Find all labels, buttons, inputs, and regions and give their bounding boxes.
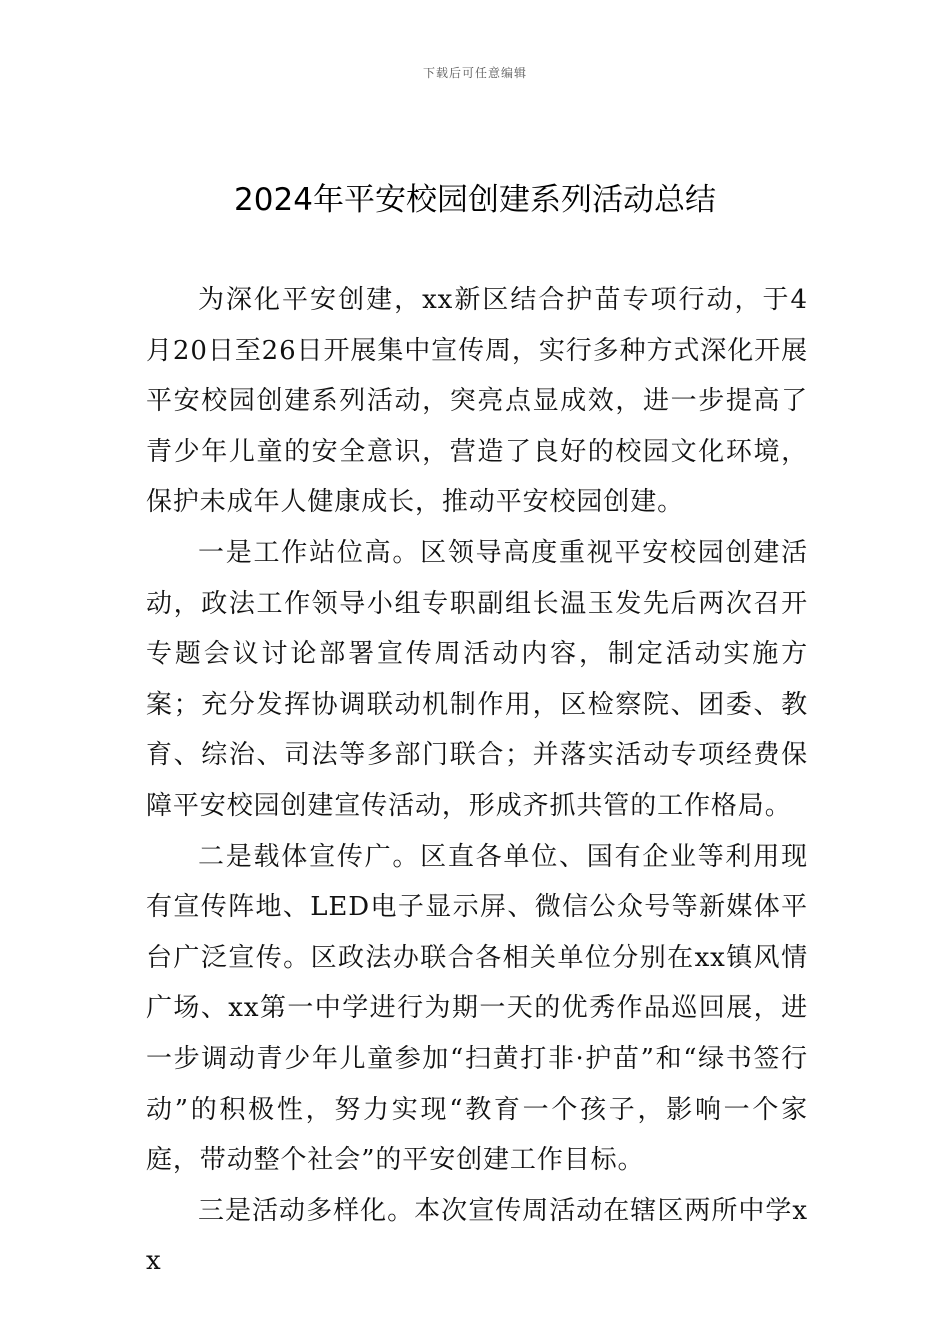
document-body [146,275,808,1287]
paragraph-point-three: 三是活动多样化。本次宣传周活动在辖区两所中学xx [146,1195,808,1277]
paragraph-intro: 为深化平安创建，xx新区结合护苗专项行动，于4月20日至26日开展集中宣传周，实行多种方式深化开展平安校园创建系列活动，突亮点显成效，进一步提高了青少年儿童的安全意识，营造了良好的校园文化环境，保护未成年人健康成长，推动平安校园创建。 [146,285,808,518]
page-header-note: 下载后可任意编辑 [422,66,527,80]
paragraph-point-two: 二是载体宣传广。区直各单位、国有企业等利用现有宣传阵地、LED电子显示屏、微信公众号等新媒体平台广泛宣传。区政法办联合各相关单位分别在xx镇风情广场、xx第一中学进行为期一天的优秀作品巡回展，进一步调动青少年儿童参加“扫黄打非·护苗”和“绿书签行动”的积极性，努力实现“教育一个孩子，影响一个家庭，带动整个社会”的平安创建工作目标。 [146,841,808,1176]
document-title: 2024年平安校园创建系列活动总结 [234,182,716,218]
paragraph-point-one: 一是工作站位高。区领导高度重视平安校园创建活动，政法工作领导小组专职副组长温玉发先后两次召开专题会议讨论部署宣传周活动内容，制定活动实施方案；充分发挥协调联动机制作用，区检察院、团委、教育、综治、司法等多部门联合；并落实活动专项经费保障平安校园创建宣传活动，形成齐抓共管的工作格局。 [146,537,808,821]
